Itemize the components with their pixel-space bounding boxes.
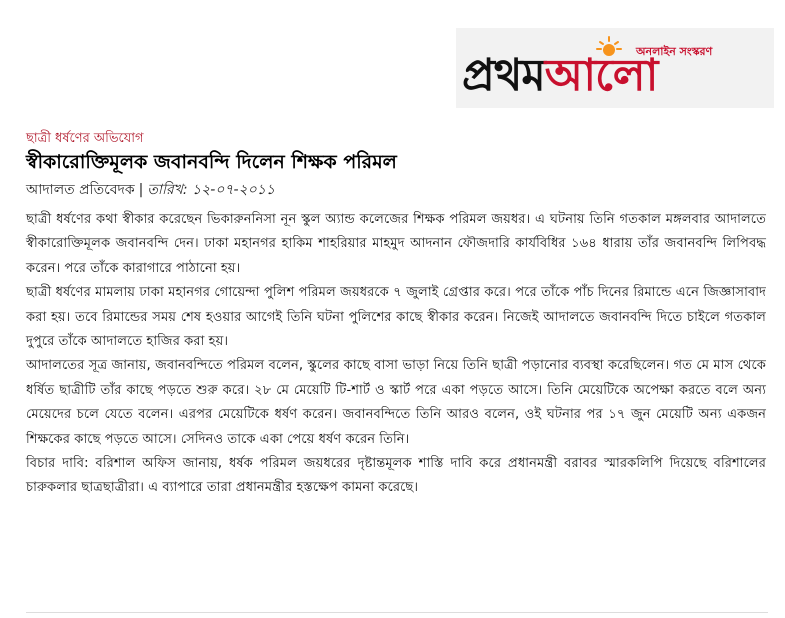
byline-separator: |	[138, 182, 144, 198]
date-label: তারিখ:	[147, 182, 188, 198]
article-kicker: ছাত্রী ধর্ষণের অভিযোগ	[26, 131, 144, 146]
article-body	[26, 208, 766, 501]
article-paragraph: বিচার দাবি: বরিশাল অফিস জানায়, ধর্ষক পরিমল জয়ধরের দৃষ্টান্তমূলক শাস্তি দাবি করে প্রধানমন্ত্রী বরাবর স্মারকলিপি দিয়েছে বরিশালের চারুকলার ছাত্রছাত্রীরা। এ ব্যাপারে তারা প্রধানমন্ত্রীর হস্তক্ষেপ কামনা করেছে।	[26, 456, 766, 496]
article-paragraph: ছাত্রী ধর্ষণের মামলায় ঢাকা মহানগর গোয়েন্দা পুলিশ পরিমল জয়ধরকে ৭ জুলাই গ্রেপ্তার করে। পরে তাঁকে পাঁচ দিনের রিমান্ডে এনে জিজ্ঞাসাবাদ করা হয়। তবে রিমান্ডের সময় শেষ হওয়ার আগেই তিনি ঘটনা পুলিশের কাছে স্বীকার করেন। নিজেই আদালতে জবানবন্দি দিতে চাইলে গতকাল দুপুরে তাঁকে আদালতে হাজির করা হয়।	[26, 285, 766, 350]
article-paragraph: ছাত্রী ধর্ষণের কথা স্বীকার করেছেন ভিকারুননিসা নূন স্কুল অ্যান্ড কলেজের শিক্ষক পরিমল জয়ধর। এ ঘটনায় তিনি গতকাল মঙ্গলবার আদালতে স্বীকারোক্তিমূলক জবানবন্দি দেন। ঢাকা মহানগর হাকিম শাহরিয়ার মাহমুদ আদনান ফৌজদারি কার্যবিধির ১৬৪ ধারায় তাঁর জবানবন্দি লিপিবদ্ধ করেন। পরে তাঁকে কারাগারে পাঠানো হয়।	[26, 212, 766, 276]
article-paragraph: আদালতের সূত্র জানায়, জবানবন্দিতে পরিমল বলেন, স্কুলের কাছে বাসা ভাড়া নিয়ে তিনি ছাত্রী পড়ানোর ব্যবস্থা করেছিলেন। গত মে মাস থেকে ধর্ষিত ছাত্রীটি তাঁর কাছে পড়তে শুরু করে। ২৮ মে মেয়েটি টি-শার্ট ও স্কার্ট পরে একা পড়তে আসে। তিনি মেয়েটিকে অপেক্ষা করতে বলে অন্য মেয়েদের চলে যেতে বলেন। এরপর মেয়েটিকে ধর্ষণ করেন। জবানবন্দিতে তিনি আরও বলেন, ওই ঘটনার পর ১৭ জুন মেয়েটি অন্য একজন শিক্ষকের কাছে পড়তে আসে। সেদিনও তাকে একা পেয়ে ধর্ষণ করেন তিনি।	[26, 358, 766, 447]
logo-tagline: অনলাইন সংস্করণ	[636, 45, 713, 58]
article-date: ১২-০৭-২০১১	[192, 182, 275, 198]
article-headline: স্বীকারোক্তিমূলক জবানবন্দি দিলেন শিক্ষক পরিমল	[26, 151, 397, 173]
newspaper-logo[interactable]	[462, 50, 657, 102]
article-byline	[26, 178, 275, 202]
logo-word-prothom: প্রথম	[462, 50, 545, 101]
reporter-name: আদালত প্রতিবেদক	[26, 182, 135, 198]
logo-word-alo: আলো	[544, 50, 658, 101]
bottom-divider	[26, 612, 768, 613]
